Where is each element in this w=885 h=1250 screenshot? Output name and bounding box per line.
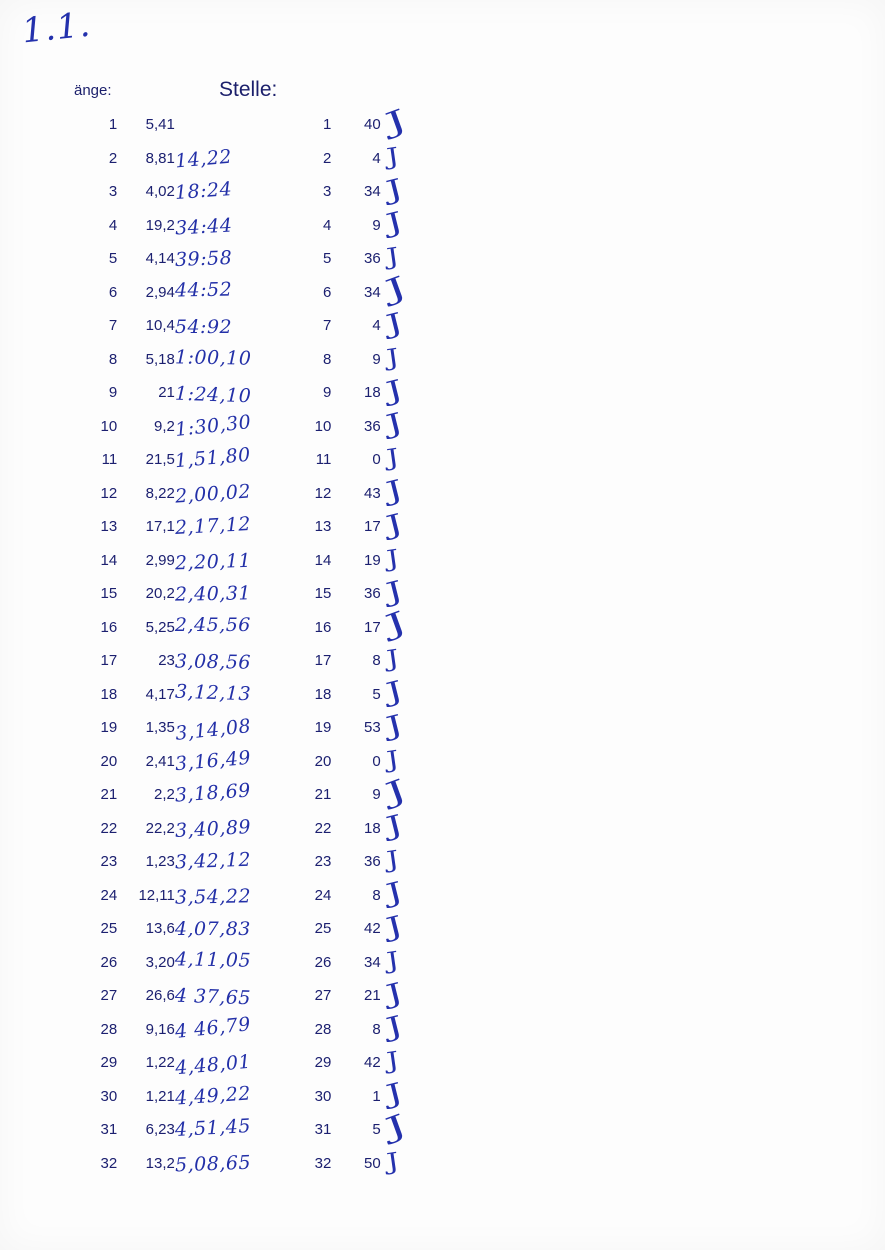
check-mark-icon: J: [384, 344, 401, 372]
table-row: [74, 477, 494, 511]
row-value: 19: [364, 551, 381, 569]
row-value: 36: [364, 250, 381, 268]
check-mark-icon: J: [383, 709, 406, 743]
row-handwritten-time: [175, 1013, 286, 1047]
row-check-mark: [381, 343, 494, 377]
row-index: 29: [100, 1054, 118, 1072]
row-index: 31: [100, 1121, 118, 1139]
row-check-mark: [381, 309, 494, 343]
check-mark-icon: J: [380, 269, 411, 308]
row-handwritten-time: [175, 912, 286, 946]
table-row: [74, 343, 494, 377]
table-row: [74, 979, 494, 1013]
table-row: [74, 276, 494, 310]
row-value: 17: [364, 618, 381, 636]
row-length: 3,20: [145, 953, 175, 971]
row-index: 6: [108, 283, 118, 301]
row-index: 32: [100, 1154, 118, 1172]
row-index-secondary: 14: [314, 551, 332, 569]
row-check-mark: [381, 544, 494, 578]
row-index-secondary: 12: [314, 484, 332, 502]
table-row: [74, 443, 494, 477]
row-length: 8,81: [145, 149, 175, 167]
row-handwritten-time: [175, 142, 286, 176]
row-index-secondary: 17: [314, 652, 332, 670]
row-value: 50: [364, 1154, 381, 1172]
row-handwritten-time: [175, 778, 286, 812]
row-index-secondary: 26: [314, 953, 332, 971]
table-row: [74, 1013, 494, 1047]
row-length: 1,22: [145, 1054, 175, 1072]
row-handwritten-time-text: 1:30,30: [173, 411, 253, 442]
row-length: 12,11: [138, 886, 175, 904]
row-index-secondary: 5: [322, 250, 332, 268]
table-row: [74, 711, 494, 745]
check-mark-icon: J: [383, 474, 406, 508]
check-mark-icon: J: [383, 575, 406, 609]
row-value: 9: [372, 350, 381, 368]
check-mark-icon: J: [383, 977, 406, 1011]
check-mark-icon: J: [384, 746, 401, 774]
row-check-mark: [381, 675, 494, 712]
row-value: 0: [372, 451, 381, 469]
row-length: 5,41: [145, 116, 175, 134]
row-index-secondary: 8: [322, 350, 332, 368]
row-index-secondary: 10: [314, 417, 332, 435]
row-index-secondary: 1: [322, 116, 332, 134]
row-length: 5,18: [145, 350, 175, 368]
row-handwritten-time-text: 3,40,89: [174, 816, 252, 843]
row-value: 5: [372, 685, 381, 703]
row-value: 8: [372, 652, 381, 670]
row-handwritten-time: [175, 812, 286, 846]
row-value: 8: [372, 886, 381, 904]
row-index: 10: [100, 417, 118, 435]
row-value: 36: [364, 853, 381, 871]
row-index: 5: [108, 250, 118, 268]
check-mark-icon: J: [383, 910, 406, 944]
row-index-secondary: 27: [314, 987, 332, 1005]
row-handwritten-time: [175, 443, 286, 477]
row-handwritten-time-text: 4,48,01: [174, 1050, 252, 1080]
table-row: [74, 745, 494, 779]
row-index: 15: [100, 585, 118, 603]
row-handwritten-time: [175, 745, 286, 779]
row-length: 5,25: [145, 618, 175, 636]
row-length: 2,2: [154, 786, 175, 804]
row-check-mark: [381, 946, 494, 980]
check-mark-icon: J: [383, 407, 406, 441]
table-row: [74, 410, 494, 444]
row-handwritten-time: [175, 1080, 286, 1114]
row-handwritten-time-text: 4,07,83: [174, 917, 251, 940]
row-index: 27: [100, 987, 118, 1005]
row-handwritten-time-text: 3,18,69: [174, 779, 252, 807]
row-length: 1,35: [145, 719, 175, 737]
row-length: 19,2: [145, 216, 175, 234]
row-handwritten-time: [175, 309, 286, 343]
row-index-secondary: 2: [322, 149, 332, 167]
row-handwritten-time: [175, 678, 286, 712]
check-mark-icon: J: [380, 102, 411, 140]
row-index-secondary: 4: [322, 216, 332, 234]
row-index: 18: [100, 685, 118, 703]
check-mark-icon: J: [384, 1047, 401, 1076]
table-row: [74, 108, 494, 142]
row-handwritten-time: [175, 175, 286, 209]
check-mark-icon: J: [383, 374, 406, 408]
row-handwritten-time: [175, 611, 286, 645]
row-value: 42: [364, 920, 381, 938]
row-length: 2,94: [145, 283, 175, 301]
row-index: 1: [108, 116, 118, 134]
row-handwritten-time-text: 44:52: [174, 278, 233, 302]
row-index-secondary: 18: [314, 685, 332, 703]
row-index: 14: [100, 551, 118, 569]
row-index: 16: [100, 618, 118, 636]
row-handwritten-time: [175, 209, 286, 243]
row-index-secondary: 31: [314, 1121, 332, 1139]
row-handwritten-time-text: 3,08,56: [174, 650, 252, 674]
row-index: 24: [100, 886, 118, 904]
row-length: 13,6: [145, 920, 175, 938]
check-mark-icon: J: [383, 307, 406, 341]
row-value: 34: [364, 183, 381, 201]
row-value: 9: [372, 786, 381, 804]
check-mark-icon: J: [383, 508, 406, 542]
table-row: [74, 309, 494, 343]
check-mark-icon: J: [384, 1148, 401, 1176]
row-check-mark: [381, 912, 494, 946]
row-value: 34: [364, 283, 381, 301]
table-row: [74, 812, 494, 846]
row-index: 22: [100, 819, 118, 837]
check-mark-icon: J: [383, 1077, 406, 1111]
row-length: 4,02: [145, 183, 175, 201]
data-sheet: [74, 78, 494, 1180]
row-handwritten-time-text: 2,17,12: [174, 512, 252, 539]
row-handwritten-time-text: 34:44: [174, 214, 233, 240]
row-handwritten-time-text: 4,11,05: [174, 948, 252, 972]
row-value: 36: [364, 417, 381, 435]
row-handwritten-time-text: 4,49,22: [174, 1082, 252, 1110]
row-handwritten-time-text: 2,40,31: [174, 582, 252, 606]
row-handwritten-time: [175, 343, 286, 377]
row-handwritten-time: [175, 946, 286, 980]
table-row: [74, 142, 494, 176]
row-index: 8: [108, 350, 118, 368]
row-index: 28: [100, 1020, 118, 1038]
table-row: [74, 209, 494, 243]
header-position-label: Stelle:: [219, 78, 278, 101]
row-index-secondary: 15: [314, 585, 332, 603]
row-index-secondary: 25: [314, 920, 332, 938]
table-header: [74, 78, 494, 108]
row-check-mark: [381, 407, 494, 444]
row-length: 20,2: [145, 585, 175, 603]
row-length: 23: [158, 652, 175, 670]
row-check-mark: [381, 979, 494, 1013]
row-value: 1: [372, 1087, 381, 1105]
row-value: 21: [364, 987, 381, 1005]
row-handwritten-time: [175, 711, 286, 745]
row-index: 9: [108, 384, 118, 402]
row-index: 3: [108, 183, 118, 201]
row-index-secondary: 13: [314, 518, 332, 536]
row-handwritten-time-text: 1,51,80: [173, 443, 252, 473]
table-body: [74, 102, 494, 1180]
check-mark-icon: J: [383, 1010, 406, 1044]
row-check-mark: [381, 1010, 494, 1047]
row-handwritten-time-text: 3,54,22: [174, 885, 252, 909]
table-row: [74, 912, 494, 946]
table-row: [74, 845, 494, 879]
row-value: 18: [364, 384, 381, 402]
row-handwritten-time-text: 2,45,56: [174, 614, 251, 637]
row-length: 26,6: [145, 987, 175, 1005]
row-check-mark: [381, 876, 494, 913]
row-index-secondary: 24: [314, 886, 332, 904]
measurements-table: [74, 102, 494, 1180]
row-index-secondary: 20: [314, 752, 332, 770]
row-handwritten-time: [175, 644, 286, 678]
check-mark-icon: J: [384, 243, 401, 272]
row-value: 53: [364, 719, 381, 737]
check-mark-icon: J: [384, 444, 401, 473]
table-row: [74, 1113, 494, 1147]
row-handwritten-time: [175, 879, 286, 913]
row-handwritten-time-text: 1:24,10: [174, 382, 252, 408]
row-check-mark: [381, 644, 494, 678]
row-index: 26: [100, 953, 118, 971]
row-length: 21: [158, 384, 175, 402]
table-row: [74, 1080, 494, 1114]
row-handwritten-time-text: 4 46,79: [173, 1013, 252, 1044]
row-index-secondary: 28: [314, 1020, 332, 1038]
table-row: [74, 879, 494, 913]
row-index: 4: [108, 216, 118, 234]
table-row: [74, 510, 494, 544]
row-length: 1,23: [145, 853, 175, 871]
row-check-mark: [381, 845, 494, 879]
row-check-mark: [380, 604, 494, 645]
row-check-mark: [380, 269, 494, 310]
row-value: 40: [364, 116, 381, 134]
row-index: 30: [100, 1087, 118, 1105]
table-row: [74, 376, 494, 410]
row-check-mark: [380, 1107, 494, 1147]
row-handwritten-time-text: 4,51,45: [174, 1114, 252, 1141]
row-check-mark: [381, 142, 494, 176]
header-length-label: änge:: [74, 82, 112, 99]
row-value: 36: [364, 585, 381, 603]
check-mark-icon: J: [384, 846, 401, 875]
check-mark-icon: J: [383, 675, 406, 709]
row-index-secondary: 11: [315, 451, 332, 469]
row-length: 10,4: [145, 317, 175, 335]
row-index: 7: [108, 317, 118, 335]
row-check-mark: [380, 102, 494, 142]
row-length: 9,16: [145, 1020, 175, 1038]
table-row: [74, 644, 494, 678]
row-value: 34: [364, 953, 381, 971]
row-index: 11: [101, 451, 118, 469]
row-length: 4,14: [145, 250, 175, 268]
row-value: 0: [372, 752, 381, 770]
table-row: [74, 1046, 494, 1080]
row-length: 17,1: [145, 518, 175, 536]
row-check-mark: [381, 175, 494, 209]
row-handwritten-time-text: 4 37,65: [174, 984, 252, 1010]
row-length: 4,17: [145, 685, 175, 703]
row-handwritten-time-text: 3,14,08: [174, 714, 253, 745]
row-value: 18: [364, 819, 381, 837]
check-mark-icon: J: [384, 947, 401, 975]
row-handwritten-time-text: 2,20,11: [174, 549, 252, 575]
row-handwritten-time: [175, 1113, 286, 1147]
row-index-secondary: 29: [314, 1054, 332, 1072]
table-row: [74, 577, 494, 611]
row-check-mark: [381, 809, 494, 846]
row-handwritten-time: [175, 477, 286, 511]
table-row: [74, 242, 494, 276]
row-handwritten-time: [175, 410, 286, 444]
row-handwritten-time-text: 2,00,02: [174, 480, 252, 508]
row-check-mark: [381, 376, 494, 410]
row-index: 21: [100, 786, 118, 804]
row-index-secondary: 3: [322, 183, 332, 201]
row-value: 17: [364, 518, 381, 536]
check-mark-icon: J: [383, 173, 406, 207]
check-mark-icon: J: [384, 143, 401, 171]
table-row: [74, 611, 494, 645]
table-row: [74, 544, 494, 578]
table-row: [74, 946, 494, 980]
row-handwritten-time: [175, 242, 286, 276]
table-row: [74, 778, 494, 812]
table-row: [74, 1147, 494, 1181]
row-length: 6,23: [145, 1121, 175, 1139]
table-row: [74, 678, 494, 712]
row-check-mark: [381, 510, 494, 544]
row-index-secondary: 6: [322, 283, 332, 301]
row-value: 4: [372, 317, 381, 335]
row-handwritten-time: [175, 979, 286, 1013]
row-value: 9: [372, 216, 381, 234]
check-mark-icon: J: [383, 876, 406, 910]
row-index: 23: [100, 853, 118, 871]
row-handwritten-time-text: 3,12,13: [174, 680, 252, 706]
check-mark-icon: J: [380, 772, 411, 810]
row-length: 8,22: [145, 484, 175, 502]
row-value: 8: [372, 1020, 381, 1038]
row-handwritten-time-text: 14,22: [174, 145, 233, 173]
row-length: 21,5: [145, 451, 175, 469]
row-index-secondary: 7: [322, 317, 332, 335]
row-handwritten-time: [175, 577, 286, 611]
row-index-secondary: 16: [314, 618, 332, 636]
row-length: 13,2: [145, 1154, 175, 1172]
handwritten-top-mark: 1.1.: [20, 4, 93, 52]
row-length: 2,99: [145, 551, 175, 569]
row-index: 25: [100, 920, 118, 938]
row-length: 22,2: [145, 819, 175, 837]
row-handwritten-time: [175, 276, 286, 310]
row-length: 1,21: [145, 1087, 175, 1105]
row-index: 12: [100, 484, 118, 502]
row-value: 42: [364, 1054, 381, 1072]
row-handwritten-time-text: 39:58: [174, 246, 233, 271]
row-handwritten-time-text: 5,08,65: [174, 1151, 252, 1177]
row-index-secondary: 23: [314, 853, 332, 871]
row-index: 2: [108, 149, 118, 167]
row-handwritten-time-text: 3,42,12: [174, 848, 252, 874]
row-index-secondary: 22: [314, 819, 332, 837]
row-handwritten-time-text: 3,16,49: [174, 746, 252, 776]
check-mark-icon: J: [384, 645, 401, 674]
row-index-secondary: 32: [314, 1154, 332, 1172]
row-index-secondary: 9: [322, 384, 332, 402]
row-handwritten-time: [175, 1046, 286, 1080]
check-mark-icon: J: [380, 1107, 411, 1145]
row-check-mark: [381, 711, 494, 745]
row-index: 19: [100, 719, 118, 737]
row-index: 20: [100, 752, 118, 770]
row-check-mark: [381, 474, 494, 511]
table-row: [74, 175, 494, 209]
row-value: 4: [372, 149, 381, 167]
row-index-secondary: 21: [314, 786, 332, 804]
row-value: 43: [364, 484, 381, 502]
check-mark-icon: J: [380, 604, 411, 643]
row-check-mark: [381, 206, 494, 243]
check-mark-icon: J: [384, 545, 401, 573]
row-length: 2,41: [145, 752, 175, 770]
row-handwritten-time: [175, 108, 286, 142]
row-check-mark: [380, 772, 494, 812]
row-index: 13: [100, 518, 118, 536]
row-check-mark: [381, 443, 494, 477]
row-handwritten-time: [175, 845, 286, 879]
row-handwritten-time: [175, 510, 286, 544]
row-check-mark: [381, 1147, 494, 1181]
check-mark-icon: J: [383, 206, 406, 240]
row-handwritten-time-text: 54:92: [174, 315, 233, 338]
row-handwritten-time: [175, 544, 286, 578]
row-handwritten-time: [175, 376, 286, 410]
row-handwritten-time-text: 18:24: [174, 177, 233, 204]
row-handwritten-time-text: 1:00,10: [174, 346, 252, 370]
row-value: 5: [372, 1121, 381, 1139]
row-handwritten-time: [175, 1147, 286, 1181]
row-index: 17: [100, 652, 118, 670]
check-mark-icon: J: [383, 809, 406, 843]
row-index-secondary: 30: [314, 1087, 332, 1105]
row-index-secondary: 19: [314, 719, 332, 737]
row-length: 9,2: [154, 417, 175, 435]
row-check-mark: [381, 1046, 494, 1080]
